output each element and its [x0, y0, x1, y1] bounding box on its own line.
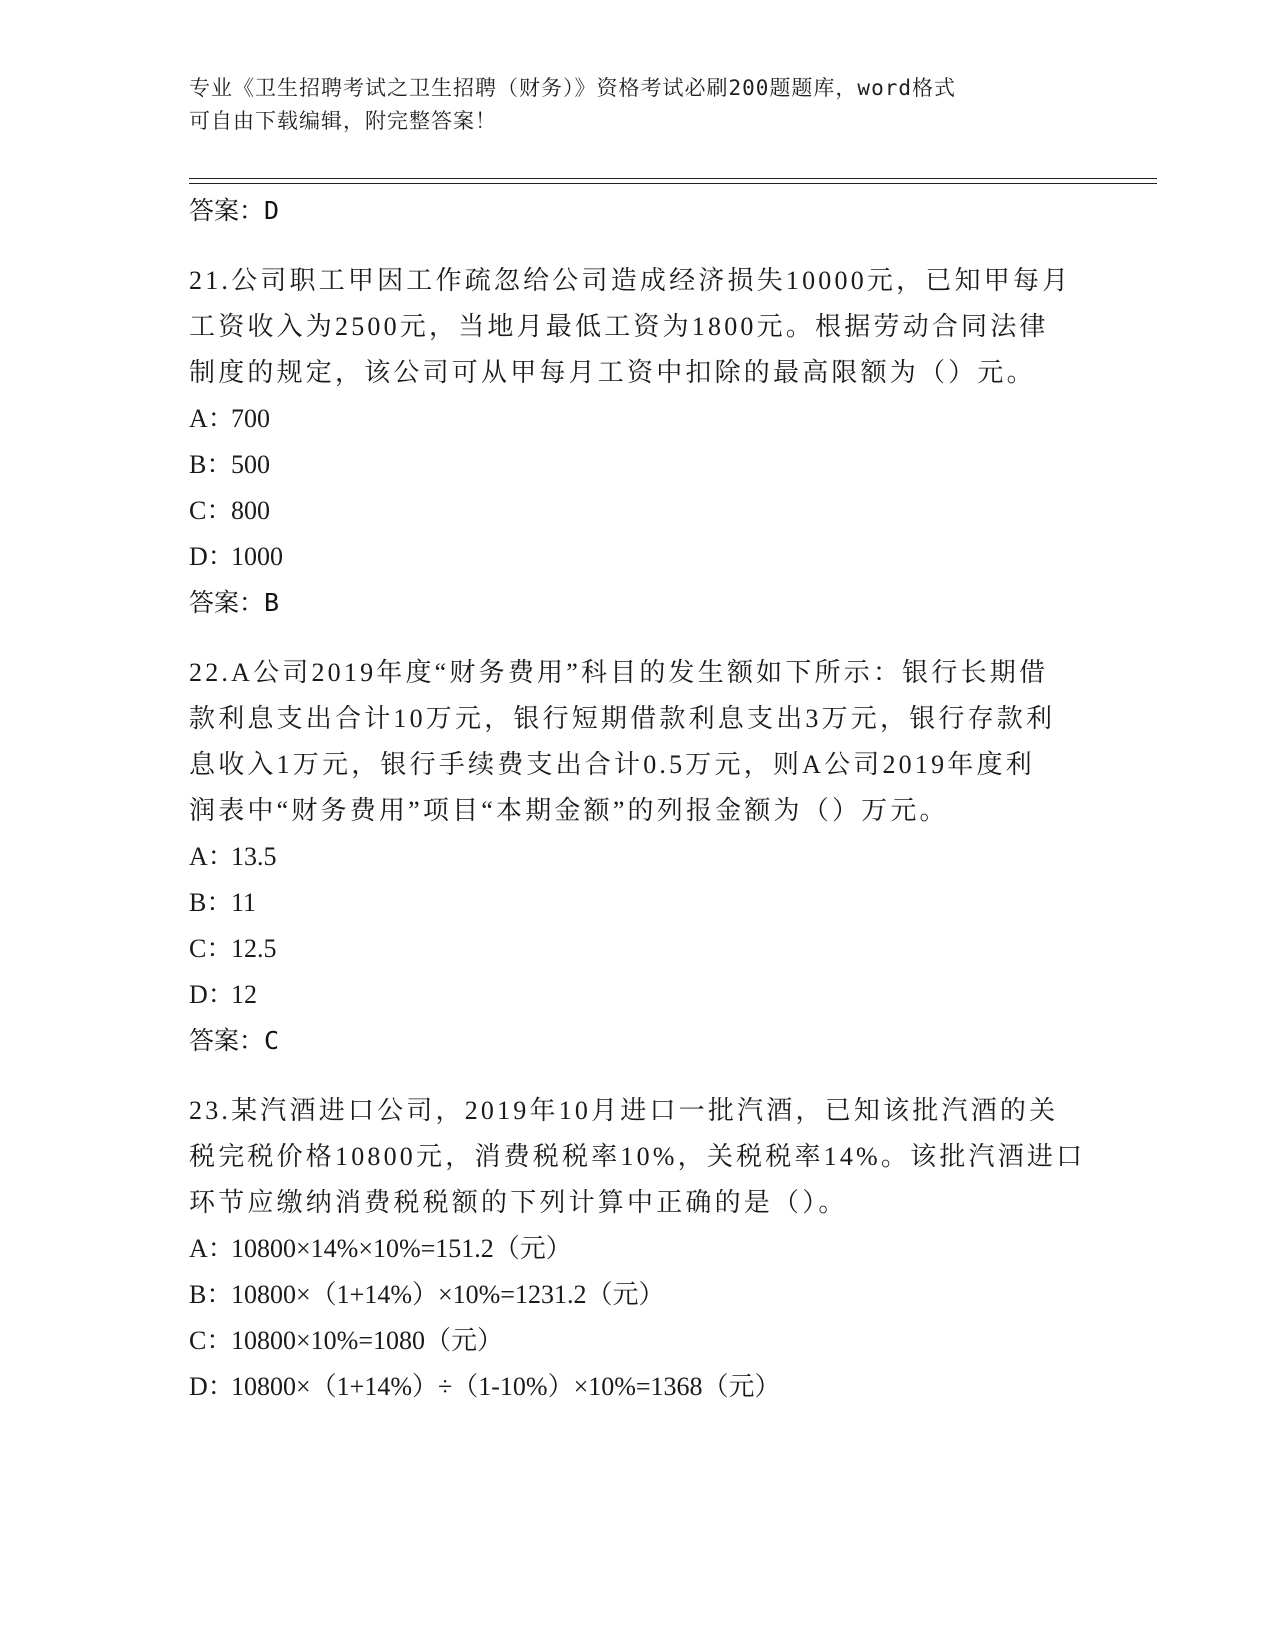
- option-d: [189, 1364, 1089, 1410]
- option-text: 10800×10%=1080（元）: [231, 1326, 503, 1355]
- option-letter: D：: [189, 1372, 234, 1401]
- question-line: 制度的规定，该公司可从甲每月工资中扣除的最高限额为（）元。: [189, 358, 1036, 387]
- header-line-1: 专业《卫生招聘考试之卫生招聘（财务）》资格考试必刷200题题库，word格式: [189, 76, 956, 100]
- option-c: [189, 926, 1089, 972]
- option-letter: D：: [189, 542, 234, 571]
- option-a: [189, 834, 1089, 880]
- option-text: 11: [231, 888, 257, 917]
- option-letter: A：: [189, 842, 234, 871]
- option-text: 800: [231, 496, 270, 525]
- answer-line: 答案：B: [189, 588, 280, 617]
- option-text: 500: [231, 450, 270, 479]
- question-line: 息收入1万元，银行手续费支出合计0.5万元，则A公司2019年度利: [189, 750, 1035, 779]
- question-block: [189, 1088, 1089, 1410]
- question-text: [189, 258, 1089, 396]
- question-line: 21.公司职工甲因工作疏忽给公司造成经济损失10000元，已知甲每月: [189, 266, 1072, 295]
- option-letter: C：: [189, 934, 233, 963]
- question-text: [189, 1088, 1089, 1226]
- option-d: [189, 972, 1089, 1018]
- option-text: 13.5: [231, 842, 277, 871]
- option-b: [189, 442, 1089, 488]
- option-a: [189, 396, 1089, 442]
- option-b: [189, 1272, 1089, 1318]
- option-c: [189, 1318, 1089, 1364]
- header-line-2: 可自由下载编辑，附完整答案！: [189, 109, 497, 133]
- option-d: [189, 534, 1089, 580]
- option-letter: A：: [189, 404, 234, 433]
- question-line: 润表中“财务费用”项目“本期金额”的列报金额为（）万元。: [189, 796, 949, 825]
- option-text: 12: [231, 980, 257, 1009]
- option-text: 1000: [231, 542, 283, 571]
- question-line: 工资收入为2500元，当地月最低工资为1800元。根据劳动合同法律: [189, 312, 1049, 341]
- option-c: [189, 488, 1089, 534]
- option-letter: C：: [189, 496, 233, 525]
- option-a: [189, 1226, 1089, 1272]
- question-line: 税完税价格10800元，消费税税率10%，关税税率14%。该批汽酒进口: [189, 1142, 1086, 1171]
- option-letter: B：: [189, 888, 233, 917]
- question-text: [189, 650, 1089, 834]
- question-line: 环节应缴纳消费税税额的下列计算中正确的是（）。: [189, 1188, 848, 1217]
- question-line: 22.A公司2019年度“财务费用”科目的发生额如下所示：银行长期借: [189, 658, 1049, 687]
- option-text: 700: [231, 404, 270, 433]
- option-letter: C：: [189, 1326, 233, 1355]
- document-body: [189, 188, 1089, 1410]
- question-block: [189, 650, 1089, 1064]
- document-header: [189, 72, 1069, 138]
- option-letter: A：: [189, 1234, 234, 1263]
- header-divider-top: [189, 178, 1157, 179]
- option-letter: B：: [189, 1280, 233, 1309]
- answer-line: 答案：C: [189, 1026, 280, 1055]
- option-text: 10800×（1+14%）÷（1-10%）×10%=1368（元）: [231, 1372, 781, 1401]
- question-line: 款利息支出合计10万元，银行短期借款利息支出3万元，银行存款利: [189, 704, 1056, 733]
- header-divider-bottom: [189, 183, 1157, 184]
- option-letter: B：: [189, 450, 233, 479]
- option-letter: D：: [189, 980, 234, 1009]
- option-b: [189, 880, 1089, 926]
- answer-line: 答案：D: [189, 196, 280, 225]
- question-line: 23.某汽酒进口公司，2019年10月进口一批汽酒，已知该批汽酒的关: [189, 1096, 1059, 1125]
- option-text: 12.5: [231, 934, 277, 963]
- question-block: [189, 258, 1089, 626]
- option-text: 10800×14%×10%=151.2（元）: [231, 1234, 572, 1263]
- option-text: 10800×（1+14%）×10%=1231.2（元）: [231, 1280, 665, 1309]
